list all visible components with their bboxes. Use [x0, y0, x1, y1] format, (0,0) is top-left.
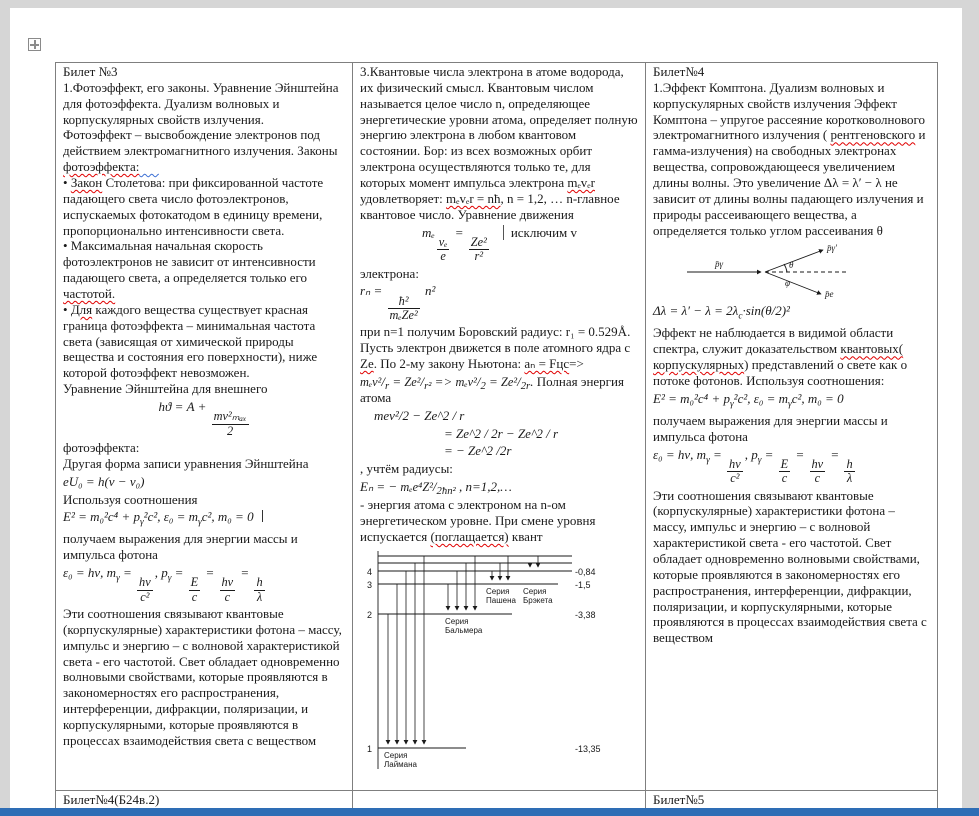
compton-scattering-diagram	[681, 239, 861, 301]
text-run: каждого вещества существует красная граница фотоэффекта – минимальная частота света (зависящая от химической природы вещества и состояния его поверхности), ниже которой фотоэффект невозможен.	[63, 301, 318, 381]
paschen-series-arrows	[492, 556, 508, 580]
formula-eu0: eU₀ = h(ν − ν₀)	[63, 473, 145, 489]
bullet-stoletov-law	[63, 175, 346, 238]
formula-photon-mass-momentum: ε₀ = hν, $m_\gamma$ = $\frac{h\nu}{\text{c²}}$ , $p_\gamma$ = $\frac{E}{c}$ = $\frac{h\nu}{c}$ = $\frac{h}{\lambda}$	[653, 446, 853, 486]
energy-derivation-line2: = Ze^2 / 2r − Ze^2 / r	[444, 425, 559, 441]
scattered-photon-label: p̄γ′	[827, 243, 838, 254]
footer-left-text: Билет№4(Б24в.2)	[63, 792, 160, 807]
energy-derivation-line1: mev²/2 − Ze^2 / r	[374, 407, 465, 423]
ticket4-title: Билет№4	[653, 64, 705, 79]
level-2-number: 2	[367, 609, 373, 620]
balmer-series-label: Серия	[445, 616, 469, 626]
formula-photon-mass-momentum: ε₀ = hν, $m_\gamma$ = $\frac{h\nu}{\text{c²}}$ , $p_\gamma$ = $\frac{E}{c}$ = $\frac{h\nu}{c}$ = $\frac{h}{\lambda}$	[63, 565, 263, 604]
paschen-series-label: Серия	[486, 586, 510, 596]
bullet-max-speed	[63, 238, 346, 301]
misspelled-word: рентгеновского	[830, 127, 916, 143]
document-page	[10, 8, 962, 808]
misspelled-word: квантовых(	[840, 341, 904, 357]
misspelled-word: (поглащается)	[430, 528, 509, 544]
ticket3-title: Билет №3	[63, 64, 118, 79]
cell-ticket5	[646, 791, 938, 809]
text-run: Эффект не наблюдается в видимой области спектра, служит доказательством	[653, 325, 894, 357]
text-run: 3.Квантовые числа электрона в атоме водорода, их физический смысл. Квантовым числом называется целое число n, определяющее энергетические уровни атома, определяет полную энергию электрона в любом квантовом состоянии. Бор: из всех возможных орбит электрона осуществляются только те, для которых момент импульса электрона	[360, 64, 638, 191]
incident-photon-label: p̄γ	[715, 259, 724, 270]
compton-effect-paragraph	[653, 80, 931, 239]
balmer-series-arrows	[448, 556, 475, 610]
recoil-electron-label: p̄e	[825, 289, 834, 300]
electron-word: электрона:	[360, 265, 419, 281]
photoeffect-definition	[63, 127, 346, 175]
energy-derivation-line3: = − Ze^2 /2r	[444, 443, 512, 459]
text-run: ) представлений о свете как о потоке фотонов. Используя соотношения:	[653, 357, 908, 389]
exam-notes-table	[55, 62, 938, 809]
text-run: - энергия атома с электроном на n-ом энергетическом уровне. При смене уровня испускается	[360, 497, 596, 544]
phi-angle-label: φ	[785, 278, 790, 289]
misspelled-word: частотой.	[63, 286, 116, 302]
lyman-series-label: Лаймана	[384, 759, 417, 769]
einstein-equation-intro: Уравнение Эйнштейна для внешнего	[63, 381, 268, 397]
lyman-series-label: Серия	[384, 750, 408, 760]
level-2-energy: -3,38	[575, 609, 596, 620]
misspelled-word: Ze	[360, 355, 374, 371]
paschen-series-label: Пашена	[486, 595, 516, 605]
misspelled-word: корпускулярных	[653, 357, 745, 373]
bullet-marker: •	[63, 301, 71, 317]
compton-visibility-paragraph	[653, 325, 931, 388]
duality-conclusion: Эти соотношения связывают квантовые (корпускулярные) характеристики фотона – массу, импульс и энергию – с волновой характеристикой света - его частотой. Свет обладает одновременно волновыми свойствами, которые проявляются в закономерностях его распространения, интерференции, дифракции, поляризации, и корпускулярными, которые проявляются в процессах взаимодействия света с веществом	[63, 606, 342, 748]
scattering-vectors	[687, 250, 849, 294]
cell-quantum-numbers	[353, 63, 646, 791]
text-run: , n = 1,2, … n-главное квантовое число. Уравнение движения	[360, 190, 620, 222]
misspelled-word: mₑvₑr = nħ	[446, 190, 501, 206]
formula-newton-energy	[360, 374, 639, 406]
misspelled-word: Закон	[70, 175, 103, 191]
footer-right-text: Билет№5	[653, 792, 705, 807]
ticket3-question: 1.Фотоэффект, его законы. Уравнение Эйнштейна для фотоэффекта. Дуализм волновых и корпускулярных свойств излучения.	[63, 79, 339, 127]
text-run: квант	[508, 528, 543, 544]
duality-conclusion: Эти соотношения связывают квантовые (корпускулярные) характеристики фотона – массу, импульс и энергию – с волновой характеристикой света - его частотой. Свет обладает одновременно волновыми свойствами, которые проявляются в закономерностях его распространения, интерференции, дифракции, поляризации, и корпускулярными, которые проявляются в процессах взаимодействия света с веществом	[653, 487, 927, 646]
misspelled-word: aₙ = Fцс	[524, 355, 570, 371]
brackett-series-label: Брэкета	[523, 595, 553, 605]
misspelled-word: фотоэффекта:	[63, 159, 140, 175]
total-energy-note: Полная энергия атома	[360, 373, 624, 405]
derive-expressions-text: получаем выражения для энергии массы и импульса фотона	[63, 531, 298, 563]
formula-tokens: mₑv²/r = Ze²/r² => mₑv²/2 = Ze²/2r.	[360, 373, 534, 392]
level-4-number: 4	[367, 566, 373, 577]
account-radii-text: , учтём радиусы:	[360, 461, 453, 477]
derive-expressions-text: получаем выражения для энергии массы и импульса фотона	[653, 412, 888, 444]
cell-footer-empty	[353, 791, 646, 809]
brackett-series-label: Серия	[523, 586, 547, 596]
formula-tokens: $E^2 = m_0^2c^4 + p_\gamma^2c^2$, $\varepsilon_0 = m_\gamma c^2$, m₀ = 0	[63, 509, 254, 528]
bohr-radius-paragraph	[360, 324, 639, 372]
bullet-marker: •	[63, 175, 71, 191]
cell-ticket4	[646, 63, 938, 791]
text-run: Столетова: при фиксированной частоте падающего света число фотоэлектронов, испускаемых фотокатодом в единицу времени, пропорционально интенсивности света.	[63, 175, 324, 238]
bullet-red-border	[63, 302, 346, 381]
text-run: при n=1 получим Боровский радиус: r₁ = 0.529Å. Пусть электрон движется в поле атомного ядра с	[360, 324, 631, 356]
equation-cursor	[262, 510, 263, 522]
formula-einstein-photoeffect: hϑ = A + $\frac{\text{mv²ₘₐₓ}}{2}$	[158, 399, 247, 438]
brackett-series-arrows	[530, 556, 538, 567]
level-3-energy: -1,5	[575, 579, 591, 590]
energy-level-paragraph	[360, 497, 639, 545]
formula-bohr-radius: rₙ = $\frac{\text{ħ²}}{\text{mₑZe²}}$ n²	[360, 283, 436, 322]
formula-motion-equation	[360, 225, 639, 264]
text-run: 1.Эффект Комптона. Дуализм волновых и корпускулярных свойств излучения Эффект Комптона – упругое рассеяние коротковолнового электромагнитного излучения (	[653, 79, 926, 143]
hydrogen-energy-levels-diagram	[362, 548, 618, 772]
text-run: Фотоэффект – высвобождение электронов под действием электромагнитного излучения. Законы	[63, 127, 338, 159]
text-run: и гамма-излучения) на свободных электронах вещества, сопровождающееся увеличением длины волны. Это увеличение Δλ = λ′ − λ не зависит от длины волны падающего излучения и природы рассеивающего вещества, а определяется только углом рассеивания θ	[653, 127, 926, 238]
level-1-energy: -13,35	[575, 743, 601, 754]
using-relations-text: Используя соотношения	[63, 491, 198, 507]
formula-energy-relation: $E^2 = m_0^2c^4 + p_\gamma^2c^2$, $\varepsilon_0 = m_\gamma c^2$, m₀ = 0	[653, 390, 844, 410]
formula-energy-relation	[63, 509, 346, 529]
cell-ticket3	[56, 63, 353, 791]
table-move-handle-icon[interactable]	[28, 38, 41, 51]
einstein-equation-intro-tail: фотоэффекта:	[63, 439, 140, 455]
alternate-form-intro: Другая форма записи уравнения Эйнштейна	[63, 455, 309, 471]
quantum-numbers-paragraph	[360, 64, 639, 223]
text-run: • Максимальная начальная скорость фотоэлектронов не зависит от интенсивности падающего света, а определяется только его	[63, 238, 316, 286]
grammar-squiggle	[139, 159, 159, 174]
formula-compton-shift: $\Delta\lambda = \lambda' - \lambda = 2\lambda_c\cdot\sin(\theta/2)^2$	[653, 303, 790, 323]
balmer-series-label: Бальмера	[445, 625, 483, 635]
text-run: =>	[569, 355, 584, 371]
formula-energy-levels: Eₙ = − mₑe⁴Z²/2ħn² , n=1,2,…	[360, 479, 512, 498]
theta-angle-label: θ	[789, 260, 794, 271]
formula-tokens: mₑ $\frac{\text{vₑ}}{e}$ = $\frac{\text{Ze²}}{\text{r²}}$	[421, 224, 487, 264]
text-run: удовлетворяет:	[360, 190, 447, 206]
level-1-number: 1	[367, 743, 373, 754]
theta-angle-arc	[784, 264, 787, 272]
cell-ticket4-variant	[56, 791, 353, 809]
exclude-v-note: исключим v	[503, 225, 577, 240]
status-bar	[0, 808, 979, 816]
misspelled-word: mₑvₑr	[567, 175, 595, 191]
misspelled-word: Для	[70, 301, 93, 317]
text-run: . По 2-му закону Ньютона:	[373, 355, 525, 371]
level-3-number: 3	[367, 579, 373, 590]
level-4-energy: -0,84	[575, 566, 596, 577]
